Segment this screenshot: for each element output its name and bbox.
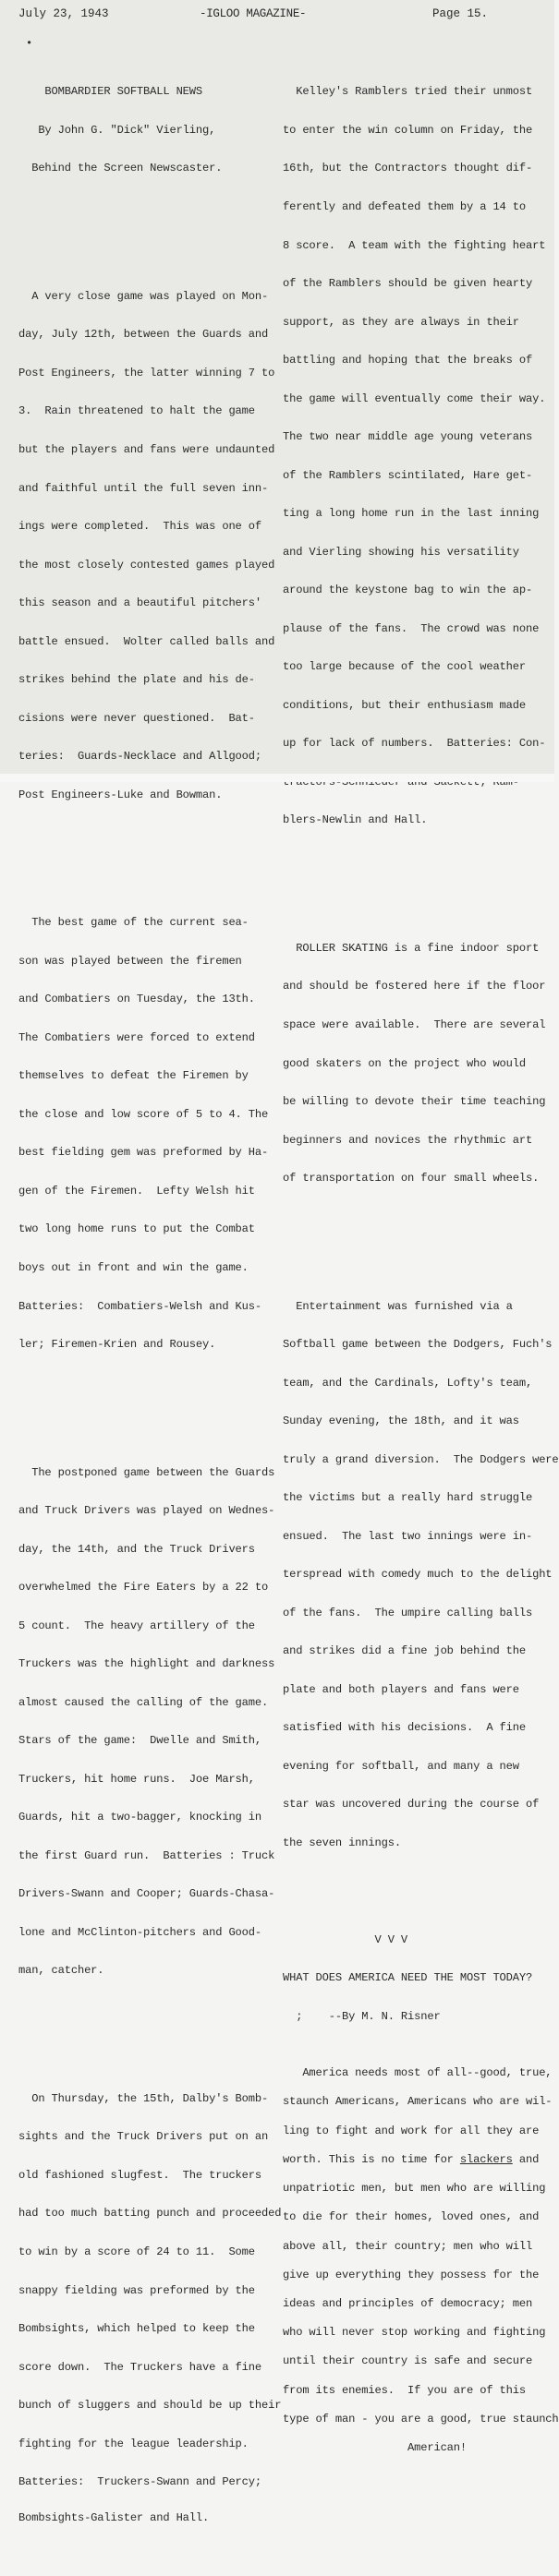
page-number: Page 15. [432,7,489,20]
text-line: beginners and novices the rhythmic art [283,1133,533,1147]
text-line: space were available. There are several [283,1017,546,1031]
text-line: the seven innings. [283,1836,401,1849]
text-line: two long home runs to put the Combat [18,1222,255,1236]
text-line: 8 score. A team with the fighting heart [283,238,546,252]
text-line: A very close game was played on Mon- [18,289,269,303]
text-line: Kelley's Ramblers tried their unmost [283,85,533,99]
text-line: above all, their country; men who will [283,2239,533,2253]
article-title-block [18,61,273,201]
essay-body [283,2049,559,2472]
text-line: had too much batting punch and proceeded [18,2207,282,2221]
text-line: Sunday evening, the 18th, and it was [283,1414,519,1428]
text-line: ling to fight and work for all they are [283,2124,540,2137]
text-line: of the Ramblers should be given hearty [283,277,533,291]
text-line: 3. Rain threatened to halt the game [18,404,255,418]
text-line: and Combatiers on Tuesday, the 13th. [18,993,255,1006]
text-line: Bombsights-Galister and Hall. [18,2510,210,2524]
paragraph-friday-game [283,61,551,853]
text-line: to enter the win column on Friday, the [283,123,533,137]
text-line: truly a grand diversion. The Dodgers were [283,1452,559,1466]
text-line: the first Guard run. Batteries : Truck [18,1848,275,1862]
article-author: By John G. "Dick" Vierling, [18,123,216,137]
text-line: American! [283,2440,468,2454]
article-title: BOMBARDIER SOFTBALL NEWS [18,85,203,99]
text-line: and Vierling showing his versatility [283,545,519,559]
text-line: day, the 14th, and the Truck Drivers [18,1542,255,1556]
text-line: strikes behind the plate and his de- [18,673,255,687]
text-line: plause of the fans. The crowd was none [283,621,540,635]
right-column [283,35,559,2498]
text-line: the most closely contested games played [18,558,275,572]
text-line: type of man - you are a good, true staunch [283,2412,559,2426]
text-line: support, as they are always in their [283,315,519,329]
text-line: gen of the Firemen. Lefty Welsh hit [18,1184,255,1198]
text-line: ferently and defeated them by a 14 to [283,199,526,213]
text-line: battle ensued. Wolter called balls and [18,634,275,648]
text-line: teries: Guards-Necklace and Allgood; [18,750,261,764]
text-line: bunch of sluggers and should be up their [18,2399,282,2413]
page-bottom-margin [0,774,554,782]
text-line: Entertainment was furnished via a [283,1299,513,1313]
text-line: and Truck Drivers was played on Wednes- [18,1504,275,1518]
text-line: too large because of the cool weather [283,660,526,674]
text-line: and should be fostered here if the floor [283,980,546,993]
text-line: of the fans. The umpire calling balls [283,1606,533,1619]
text-line: this season and a beautiful pitchers' [18,596,261,610]
text-line: Truckers, hit home runs. Joe Marsh, [18,1772,255,1786]
text-line: sights and the Truck Drivers put on an [18,2130,269,2144]
article-author-role: Behind the Screen Newscaster. [18,162,223,175]
text-line: Softball game between the Dodgers, Fuch's [283,1338,553,1352]
text-line: cisions were never questioned. Bat- [18,711,255,725]
text-line: The best game of the current sea- [18,916,249,930]
text-line: give up everything they possess for the [283,2268,540,2281]
text-line [283,2152,551,2166]
text-line: evening for softball, and many a new [283,1759,519,1773]
text-line: but the players and fans were undaunted [18,443,275,456]
text-line: The two near middle age young veterans [283,430,533,444]
text-line: themselves to defeat the Firemen by [18,1069,249,1083]
text-line: ler; Firemen-Krien and Rousey. [18,1338,216,1352]
essay-title: WHAT DOES AMERICA NEED THE MOST TODAY? [283,1971,533,1985]
text-line: of transportation on four small wheels. [283,1172,540,1186]
text-line: ting a long home run in the last inning [283,507,540,521]
text-segment: and [512,2152,540,2166]
text-line: plate and both players and fans were [283,1682,519,1696]
text-line: around the keystone bag to win the ap- [283,584,533,597]
text-line: blers-Newlin and Hall. [283,813,428,827]
text-line: who will never stop working and fighting [283,2326,546,2340]
underlined-word: slackers [459,2152,513,2166]
text-line: the game will eventually come their way. [283,391,546,405]
text-line: satisfied with his decisions. A fine [283,1721,526,1735]
text-line: On Thursday, the 15th, Dalby's Bomb- [18,2091,269,2105]
text-line: snappy fielding was preformed by the [18,2283,255,2297]
text-line: The Combatiers were forced to extend [18,1030,255,1044]
paragraph-tuesday-game [18,892,273,1378]
text-line: ensued. The last two innings were in- [283,1529,533,1543]
text-line: and faithful until the full seven inn- [18,481,269,495]
text-line: unpatriotic men, but men who are willing [283,2182,546,2196]
text-line: good skaters on the project who would [283,1056,526,1070]
text-line: ings were completed. This was one of [18,520,261,534]
text-line: star was uncovered during the course of [283,1798,540,1812]
bullet-mark: • [26,37,33,50]
paragraph-roller-skating [283,917,551,1210]
text-line: The postponed game between the Guards [18,1465,275,1479]
text-line: son was played between the firemen [18,954,242,968]
text-line: from its enemies. If you are of this [283,2383,526,2397]
text-line: 5 count. The heavy artillery of the [18,1619,255,1632]
text-line: Guards, hit a two-bagger, knocking in [18,1811,261,1824]
text-line: terspread with comedy much to the delight [283,1568,553,1582]
paragraph-entertainment [283,1275,559,1876]
text-line: Bombsights, which helped to keep the [18,2322,255,2336]
text-line: almost caused the calling of the game. [18,1695,269,1709]
text-line: until their country is safe and secure [283,2354,533,2368]
text-line: Batteries: Truckers-Swann and Percy; [18,2475,261,2489]
text-line: Post Engineers, the latter winning 7 to [18,366,275,379]
text-line: ROLLER SKATING is a fine indoor sport [283,941,540,955]
text-line: the victims but a really hard struggle [283,1491,533,1505]
text-line: boys out in front and win the game. [18,1261,249,1274]
text-line: staunch Americans, Americans who are wil- [283,2095,553,2109]
text-line: score down. The Truckers have a fine [18,2360,261,2374]
left-column [18,35,282,2576]
paragraph-monday-game [18,265,273,827]
text-line: lone and McClinton-pitchers and Good- [18,1925,261,1939]
text-line: old fashioned slugfest. The truckers [18,2168,261,2182]
magazine-title: -IGLOO MAGAZINE- [200,7,307,20]
paragraph-wednesday-game [18,1441,273,2004]
text-line: best fielding gem was preformed by Ha- [18,1146,269,1160]
text-line: America needs most of all--good, true, [283,2066,553,2080]
section-separator: V V V [283,1932,408,1946]
text-line: 16th, but the Contractors thought dif- [283,162,533,175]
issue-date: July 23, 1943 [18,7,109,20]
text-line: battling and hoping that the breaks of [283,354,533,367]
text-line: overwhelmed the Fire Eaters by a 22 to [18,1581,269,1595]
text-line: Batteries: Combatiers-Welsh and Kus- [18,1299,261,1313]
text-line: ideas and principles of democracy; men [283,2296,533,2310]
text-line: to win by a score of 24 to 11. Some [18,2245,255,2258]
text-line: conditions, but their enthusiasm made [283,698,526,712]
text-line: Drivers-Swann and Cooper; Guards-Chasa- [18,1887,275,1901]
text-line: the close and low score of 5 to 4. The [18,1107,269,1121]
text-line: day, July 12th, between the Guards and [18,328,269,342]
text-line: up for lack of numbers. Batteries: Con- [283,737,546,751]
text-line: to die for their homes, loved ones, and [283,2210,540,2224]
text-line: and strikes did a fine job behind the [283,1644,526,1658]
text-line: Post Engineers-Luke and Bowman. [18,788,223,801]
text-line: man, catcher. [18,1964,104,1978]
paragraph-thursday-game [18,2067,282,2550]
text-line: be willing to devote their time teaching [283,1095,546,1109]
text-line: Stars of the game: Dwelle and Smith, [18,1734,261,1748]
text-line: fighting for the league leadership. [18,2437,249,2450]
text-line: of the Ramblers scintilated, Hare get- [283,468,533,482]
text-segment: worth. This is no time for [283,2152,460,2166]
essay-byline: ; --By M. N. Risner [283,2009,441,2023]
text-line: Truckers was the highlight and darkness [18,1657,275,1671]
text-line: team, and the Cardinals, Lofty's team, [283,1376,533,1390]
page-header [18,7,536,22]
